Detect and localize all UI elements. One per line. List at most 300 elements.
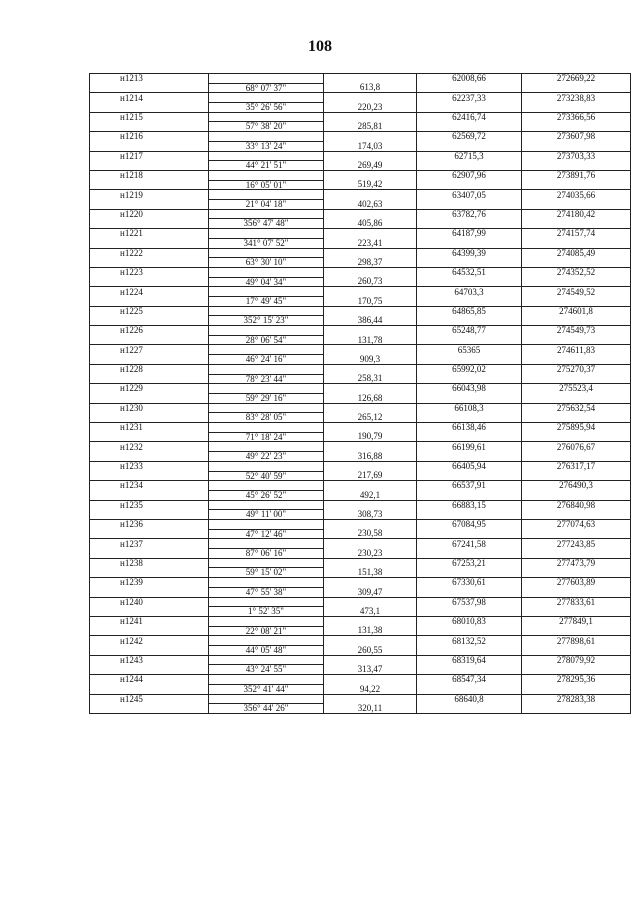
empty-cell [522,277,631,287]
y-coordinate-cell: 277243,85 [522,539,631,549]
empty-cell [90,510,209,520]
segment-row [90,219,631,229]
direction-angle-cell: 17° 49' 45" [209,296,324,306]
distance-cell: 492,1 [324,490,417,500]
empty-cell [209,326,324,336]
segment-row [90,490,631,500]
direction-angle-cell: 68° 07' 37" [209,83,324,93]
distance-cell: 174,03 [324,141,417,151]
point-id-cell: н1233 [90,461,209,471]
empty-cell [324,442,417,452]
empty-cell [209,655,324,665]
segment-row [90,355,631,365]
direction-angle-cell: 78° 23' 44" [209,374,324,384]
direction-angle-cell: 59° 29' 16" [209,393,324,403]
x-coordinate-cell: 65248,77 [417,326,522,336]
direction-angle-cell: 35° 26' 56" [209,103,324,113]
empty-cell [522,374,631,384]
y-coordinate-cell: 277849,1 [522,616,631,626]
point-row [90,209,631,219]
segment-row [90,141,631,151]
empty-cell [90,490,209,500]
empty-cell [324,481,417,491]
point-id-cell: н1241 [90,616,209,626]
empty-cell [324,578,417,588]
y-coordinate-cell: 274085,49 [522,248,631,258]
x-coordinate-cell: 66108,3 [417,403,522,413]
empty-cell [522,83,631,93]
empty-cell [90,355,209,365]
point-row [90,229,631,239]
y-coordinate-cell: 273238,83 [522,93,631,103]
y-coordinate-cell: 277074,63 [522,519,631,529]
x-coordinate-cell: 66537,91 [417,481,522,491]
direction-angle-cell: 1° 52' 35" [209,607,324,617]
point-id-cell: н1217 [90,151,209,161]
point-row [90,597,631,607]
empty-cell [417,665,522,675]
empty-cell [522,238,631,248]
direction-angle-cell: 28° 06' 54" [209,335,324,345]
empty-cell [324,209,417,219]
empty-cell [90,471,209,481]
empty-cell [90,607,209,617]
point-id-cell: н1215 [90,112,209,122]
distance-cell: 217,69 [324,471,417,481]
empty-cell [522,413,631,423]
empty-cell [90,238,209,248]
y-coordinate-cell: 272669,22 [522,74,631,84]
point-row [90,519,631,529]
distance-cell: 309,47 [324,587,417,597]
point-id-cell: н1221 [90,229,209,239]
empty-cell [209,306,324,316]
x-coordinate-cell: 68319,64 [417,655,522,665]
y-coordinate-cell: 274180,42 [522,209,631,219]
point-row [90,248,631,258]
x-coordinate-cell: 64703,3 [417,287,522,297]
empty-cell [209,694,324,704]
empty-cell [417,316,522,326]
empty-cell [324,461,417,471]
empty-cell [209,112,324,122]
segment-row [90,529,631,539]
empty-cell [209,403,324,413]
empty-cell [522,510,631,520]
empty-cell [209,209,324,219]
x-coordinate-cell: 62569,72 [417,132,522,142]
x-coordinate-cell: 67537,98 [417,597,522,607]
empty-cell [522,529,631,539]
point-id-cell: н1236 [90,519,209,529]
point-row [90,616,631,626]
point-row [90,170,631,180]
empty-cell [324,694,417,704]
empty-cell [324,267,417,277]
empty-cell [324,74,417,84]
direction-angle-cell: 33° 13' 24" [209,141,324,151]
empty-cell [209,364,324,374]
empty-cell [90,432,209,442]
y-coordinate-cell: 274035,66 [522,190,631,200]
direction-angle-cell: 71° 18' 24" [209,432,324,442]
empty-cell [522,452,631,462]
empty-cell [324,93,417,103]
empty-cell [522,355,631,365]
empty-cell [90,141,209,151]
direction-angle-cell: 45° 26' 52" [209,490,324,500]
empty-cell [209,675,324,685]
empty-cell [209,539,324,549]
empty-cell [324,229,417,239]
empty-cell [90,200,209,210]
y-coordinate-cell: 273607,98 [522,132,631,142]
empty-cell [417,646,522,656]
point-row [90,326,631,336]
point-id-cell: н1214 [90,93,209,103]
empty-cell [417,393,522,403]
point-id-cell: н1229 [90,384,209,394]
empty-cell [417,607,522,617]
empty-cell [417,83,522,93]
point-row [90,364,631,374]
y-coordinate-cell: 278079,92 [522,655,631,665]
point-row [90,306,631,316]
point-id-cell: н1240 [90,597,209,607]
segment-row [90,432,631,442]
point-row [90,442,631,452]
segment-row [90,646,631,656]
y-coordinate-cell: 274157,74 [522,229,631,239]
empty-cell [417,374,522,384]
direction-angle-cell: 47° 12' 46" [209,529,324,539]
empty-cell [417,529,522,539]
point-row [90,500,631,510]
x-coordinate-cell: 66883,15 [417,500,522,510]
distance-cell: 94,22 [324,684,417,694]
empty-cell [324,190,417,200]
point-id-cell: н1243 [90,655,209,665]
empty-cell [522,200,631,210]
y-coordinate-cell: 277833,61 [522,597,631,607]
empty-cell [209,345,324,355]
segment-row [90,122,631,132]
empty-cell [90,258,209,268]
distance-cell: 131,38 [324,626,417,636]
point-id-cell: н1245 [90,694,209,704]
x-coordinate-cell: 66199,61 [417,442,522,452]
page-number: 108 [308,38,332,55]
empty-cell [522,684,631,694]
distance-cell: 230,23 [324,549,417,559]
segment-row [90,161,631,171]
empty-cell [522,626,631,636]
distance-cell: 402,63 [324,200,417,210]
distance-cell: 190,79 [324,432,417,442]
empty-cell [324,655,417,665]
empty-cell [324,500,417,510]
distance-cell: 405,86 [324,219,417,229]
point-row [90,558,631,568]
segment-row [90,200,631,210]
distance-cell: 220,23 [324,103,417,113]
direction-angle-cell: 341° 07' 52" [209,238,324,248]
y-coordinate-cell: 275270,37 [522,364,631,374]
empty-cell [209,616,324,626]
distance-cell: 126,68 [324,393,417,403]
empty-cell [324,287,417,297]
distance-cell: 265,12 [324,413,417,423]
empty-cell [324,364,417,374]
point-id-cell: н1235 [90,500,209,510]
segment-row [90,393,631,403]
point-id-cell: н1224 [90,287,209,297]
y-coordinate-cell: 276076,67 [522,442,631,452]
empty-cell [90,587,209,597]
point-row [90,539,631,549]
empty-cell [417,471,522,481]
empty-cell [90,626,209,636]
segment-row [90,277,631,287]
y-coordinate-cell: 277898,61 [522,636,631,646]
x-coordinate-cell: 68640,8 [417,694,522,704]
empty-cell [209,578,324,588]
x-coordinate-cell: 65365 [417,345,522,355]
empty-cell [90,219,209,229]
empty-cell [90,161,209,171]
x-coordinate-cell: 68010,83 [417,616,522,626]
empty-cell [522,568,631,578]
empty-cell [417,161,522,171]
point-id-cell: н1244 [90,675,209,685]
point-id-cell: н1234 [90,481,209,491]
direction-angle-cell: 44° 05' 48" [209,646,324,656]
empty-cell [522,141,631,151]
point-row [90,403,631,413]
empty-cell [90,103,209,113]
y-coordinate-cell: 276317,17 [522,461,631,471]
x-coordinate-cell: 62715,3 [417,151,522,161]
point-row [90,655,631,665]
empty-cell [417,103,522,113]
empty-cell [324,636,417,646]
distance-cell: 223,41 [324,238,417,248]
point-row [90,190,631,200]
y-coordinate-cell: 273891,76 [522,170,631,180]
empty-cell [417,258,522,268]
segment-row [90,413,631,423]
segment-row [90,626,631,636]
segment-row [90,238,631,248]
distance-cell: 258,31 [324,374,417,384]
distance-cell: 298,37 [324,258,417,268]
segment-row [90,103,631,113]
point-id-cell: н1218 [90,170,209,180]
empty-cell [522,161,631,171]
direction-angle-cell: 47° 55' 38" [209,587,324,597]
point-row [90,112,631,122]
distance-cell: 308,73 [324,510,417,520]
x-coordinate-cell: 64187,99 [417,229,522,239]
direction-angle-cell: 57° 38' 20" [209,122,324,132]
empty-cell [417,568,522,578]
x-coordinate-cell: 67084,95 [417,519,522,529]
direction-angle-cell: 49° 04' 34" [209,277,324,287]
empty-cell [324,597,417,607]
point-row [90,93,631,103]
segment-row [90,471,631,481]
empty-cell [417,335,522,345]
empty-cell [522,665,631,675]
point-id-cell: н1228 [90,364,209,374]
empty-cell [522,587,631,597]
x-coordinate-cell: 63782,76 [417,209,522,219]
point-id-cell: н1226 [90,326,209,336]
empty-cell [522,296,631,306]
y-coordinate-cell: 274352,52 [522,267,631,277]
empty-cell [324,151,417,161]
direction-angle-cell: 43° 24' 55" [209,665,324,675]
point-row [90,423,631,433]
segment-row [90,296,631,306]
empty-cell [90,529,209,539]
empty-cell [417,219,522,229]
empty-cell [417,684,522,694]
distance-cell: 313,47 [324,665,417,675]
empty-cell [522,258,631,268]
empty-cell [324,384,417,394]
empty-cell [522,549,631,559]
point-id-cell: н1220 [90,209,209,219]
empty-cell [209,636,324,646]
empty-cell [209,558,324,568]
point-id-cell: н1223 [90,267,209,277]
direction-angle-cell: 356° 44' 26" [209,704,324,714]
direction-angle-cell: 44° 21' 51" [209,161,324,171]
point-id-cell: н1237 [90,539,209,549]
point-row [90,74,631,84]
distance-cell: 151,38 [324,568,417,578]
point-id-cell: н1216 [90,132,209,142]
empty-cell [522,607,631,617]
empty-cell [324,403,417,413]
point-id-cell: н1219 [90,190,209,200]
empty-cell [417,200,522,210]
y-coordinate-cell: 277603,89 [522,578,631,588]
y-coordinate-cell: 278295,36 [522,675,631,685]
segment-row [90,665,631,675]
segment-row [90,258,631,268]
empty-cell [90,277,209,287]
coordinates-table [89,73,631,714]
point-id-cell: н1231 [90,423,209,433]
empty-cell [90,335,209,345]
empty-cell [417,510,522,520]
empty-cell [522,490,631,500]
empty-cell [522,180,631,190]
empty-cell [522,646,631,656]
empty-cell [209,170,324,180]
segment-row [90,452,631,462]
segment-row [90,587,631,597]
distance-cell: 260,55 [324,646,417,656]
x-coordinate-cell: 62008,66 [417,74,522,84]
empty-cell [417,180,522,190]
segment-row [90,684,631,694]
empty-cell [209,597,324,607]
point-id-cell: н1232 [90,442,209,452]
distance-cell: 519,42 [324,180,417,190]
point-row [90,636,631,646]
x-coordinate-cell: 65992,02 [417,364,522,374]
y-coordinate-cell: 275632,54 [522,403,631,413]
y-coordinate-cell: 276840,98 [522,500,631,510]
empty-cell [90,296,209,306]
segment-row [90,316,631,326]
empty-cell [324,558,417,568]
segment-row [90,374,631,384]
point-row [90,694,631,704]
empty-cell [90,180,209,190]
point-id-cell: н1242 [90,636,209,646]
empty-cell [324,519,417,529]
distance-cell: 230,58 [324,529,417,539]
distance-cell: 473,1 [324,607,417,617]
x-coordinate-cell: 62416,74 [417,112,522,122]
empty-cell [209,190,324,200]
x-coordinate-cell: 68132,52 [417,636,522,646]
direction-angle-cell: 21° 04' 18" [209,200,324,210]
empty-cell [417,490,522,500]
empty-cell [522,335,631,345]
x-coordinate-cell: 64532,51 [417,267,522,277]
empty-cell [417,296,522,306]
empty-cell [90,549,209,559]
empty-cell [417,238,522,248]
empty-cell [417,587,522,597]
empty-cell [209,461,324,471]
x-coordinate-cell: 67330,61 [417,578,522,588]
point-row [90,132,631,142]
empty-cell [522,122,631,132]
point-id-cell: н1227 [90,345,209,355]
direction-angle-cell: 59° 15' 02" [209,568,324,578]
segment-row [90,549,631,559]
direction-angle-cell: 49° 11' 00" [209,510,324,520]
empty-cell [417,141,522,151]
empty-cell [90,413,209,423]
y-coordinate-cell: 274549,73 [522,326,631,336]
empty-cell [417,549,522,559]
empty-cell [209,519,324,529]
empty-cell [522,393,631,403]
empty-cell [324,170,417,180]
direction-angle-cell: 63° 30' 10" [209,258,324,268]
segment-row [90,568,631,578]
empty-cell [90,684,209,694]
empty-cell [209,248,324,258]
direction-angle-cell: 49° 22' 23" [209,452,324,462]
point-row [90,287,631,297]
empty-cell [324,345,417,355]
empty-cell [324,616,417,626]
point-row [90,384,631,394]
x-coordinate-cell: 62907,96 [417,170,522,180]
distance-cell: 386,44 [324,316,417,326]
empty-cell [209,500,324,510]
y-coordinate-cell: 277473,79 [522,558,631,568]
point-row [90,578,631,588]
